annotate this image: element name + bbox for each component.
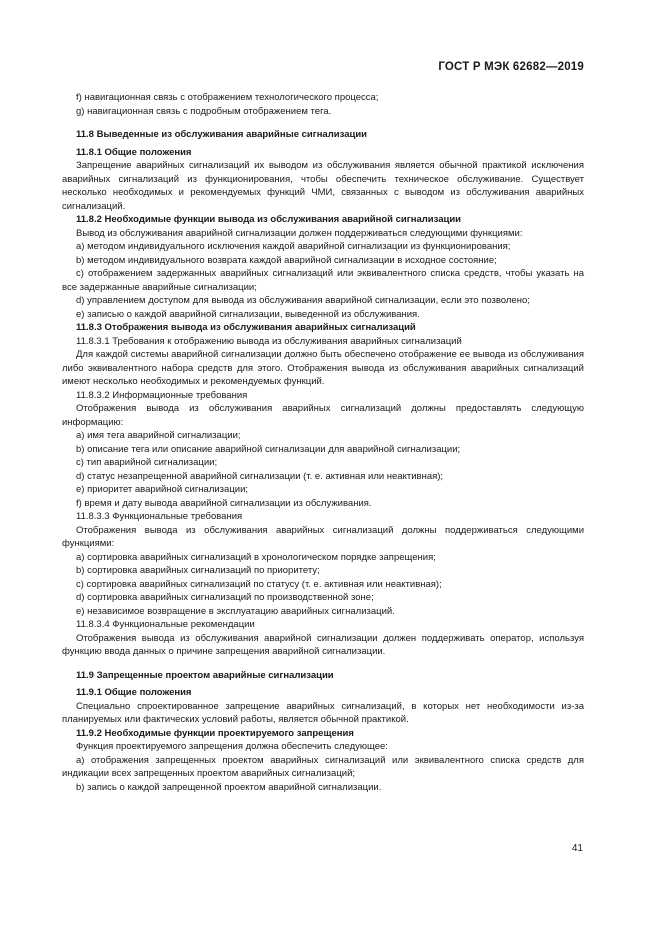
- section-heading: 11.9 Запрещенные проектом аварийные сигнализации: [76, 669, 334, 681]
- list-item: a) имя тега аварийной сигнализации;: [76, 430, 241, 441]
- list-item: e) приоритет аварийной сигнализации;: [76, 484, 249, 495]
- list-item: e) записью о каждой аварийной сигнализации, выведенной из обслуживания.: [76, 308, 420, 320]
- paragraph: Специально спроектированное запрещение аварийных сигнализаций, в которых нет необходимости из-за планируемых или фактических условий работы, является обычной практикой.: [62, 700, 584, 725]
- clause-heading: 11.8.3.3 Функциональные требования: [76, 511, 243, 522]
- clause-heading: 11.8.3.4 Функциональные рекомендации: [76, 619, 255, 630]
- list-item: d) статус незапрещенной аварийной сигнализации (т. е. активная или неактивная);: [76, 470, 444, 482]
- list-item: b) описание тега или описание аварийной сигнализации для аварийной сигнализации;: [76, 443, 461, 455]
- list-item: d) сортировка аварийных сигнализаций по производственной зоне;: [76, 592, 374, 603]
- list-item: b) методом индивидуального возврата каждой аварийной сигнализации в исходное состояние;: [76, 254, 497, 266]
- list-item: d) управлением доступом для вывода из обслуживания аварийной сигнализации, если это позволено;: [76, 295, 530, 306]
- subsection-heading: 11.8.1 Общие положения: [76, 146, 192, 158]
- list-item: e) независимое возвращение в эксплуатацию аварийных сигнализаций.: [76, 605, 395, 617]
- list-item: c) сортировка аварийных сигнализаций по статусу (т. е. активная или неактивная);: [76, 578, 442, 590]
- paragraph: Отображения вывода из обслуживания аварийных сигнализаций должны предоставлять следующую информацию:: [62, 403, 584, 428]
- list-item: c) отображением задержанных аварийных сигнализаций или эквивалентного списка средств, чтобы указать на все задержанные аварийные сигнализации;: [62, 268, 584, 293]
- standard-number: ГОСТ Р МЭК 62682—2019: [438, 61, 584, 73]
- subsection-heading: 11.9.2 Необходимые функции проектируемого запрещения: [76, 727, 354, 739]
- list-item: b) запись о каждой запрещенной проектом аварийной сигнализации.: [76, 781, 382, 793]
- paragraph: Функция проектируемого запрещения должна обеспечить следующее:: [76, 741, 388, 752]
- paragraph: Запрещение аварийных сигнализаций их выводом из обслуживания является обычной практикой исключения аварийных сигнализаций из функционирования, чтобы обеспечить техническое обслуживание. Существует несколько необходимых и рекомендуемых функций ЧМИ, связанных с выводом из обслуживания аварийных сигнализаций.: [62, 160, 584, 212]
- list-item: f) время и дату вывода аварийной сигнализации из обслуживания.: [76, 497, 372, 509]
- clause-heading: 11.8.3.2 Информационные требования: [76, 389, 248, 401]
- list-item: a) методом индивидуального исключения каждой аварийной сигнализации из функционирования;: [76, 241, 511, 252]
- paragraph: Для каждой системы аварийной сигнализации должно быть обеспечено отображение ее вывода из обслуживания либо эквивалентного набора средств для этого. Отображения вывода из обслуживания аварийных сигнализаций имеют несколько необходимых и рекомендуемых функций.: [62, 349, 584, 387]
- subsection-heading: 11.8.2 Необходимые функции вывода из обслуживания аварийной сигнализации: [76, 214, 462, 225]
- page-body: [62, 91, 584, 794]
- list-item: a) отображения запрещенных проектом аварийных сигнализаций или эквивалентного списка средств для индикации всех запрещенных проектом аварийных сигнализаций;: [62, 754, 584, 779]
- paragraph: Отображения вывода из обслуживания аварийных сигнализаций должны поддерживаться следующими функциями:: [62, 524, 584, 549]
- list-item: g) навигационная связь с подробным отображением тега.: [76, 105, 332, 117]
- list-item: f) навигационная связь с отображением технологического процесса;: [76, 92, 379, 103]
- subsection-heading: 11.9.1 Общие положения: [76, 687, 192, 698]
- section-heading: 11.8 Выведенные из обслуживания аварийные сигнализации: [76, 129, 367, 140]
- list-item: c) тип аварийной сигнализации;: [76, 457, 218, 468]
- list-item: b) сортировка аварийных сигнализаций по приоритету;: [76, 565, 320, 576]
- list-item: a) сортировка аварийных сигнализаций в хронологическом порядке запрещения;: [76, 551, 436, 563]
- subsection-heading: 11.8.3 Отображения вывода из обслуживания аварийных сигнализаций: [76, 322, 416, 333]
- clause-heading: 11.8.3.1 Требования к отображению вывода из обслуживания аварийных сигнализаций: [76, 335, 462, 347]
- paragraph: Отображения вывода из обслуживания аварийной сигнализации должен поддерживать оператор, используя функцию ввода данных о причине запрещения аварийной сигнализации.: [62, 632, 584, 657]
- page-number: 41: [571, 843, 583, 854]
- paragraph: Вывод из обслуживания аварийной сигнализации должен поддерживаться следующими функциями:: [76, 227, 523, 239]
